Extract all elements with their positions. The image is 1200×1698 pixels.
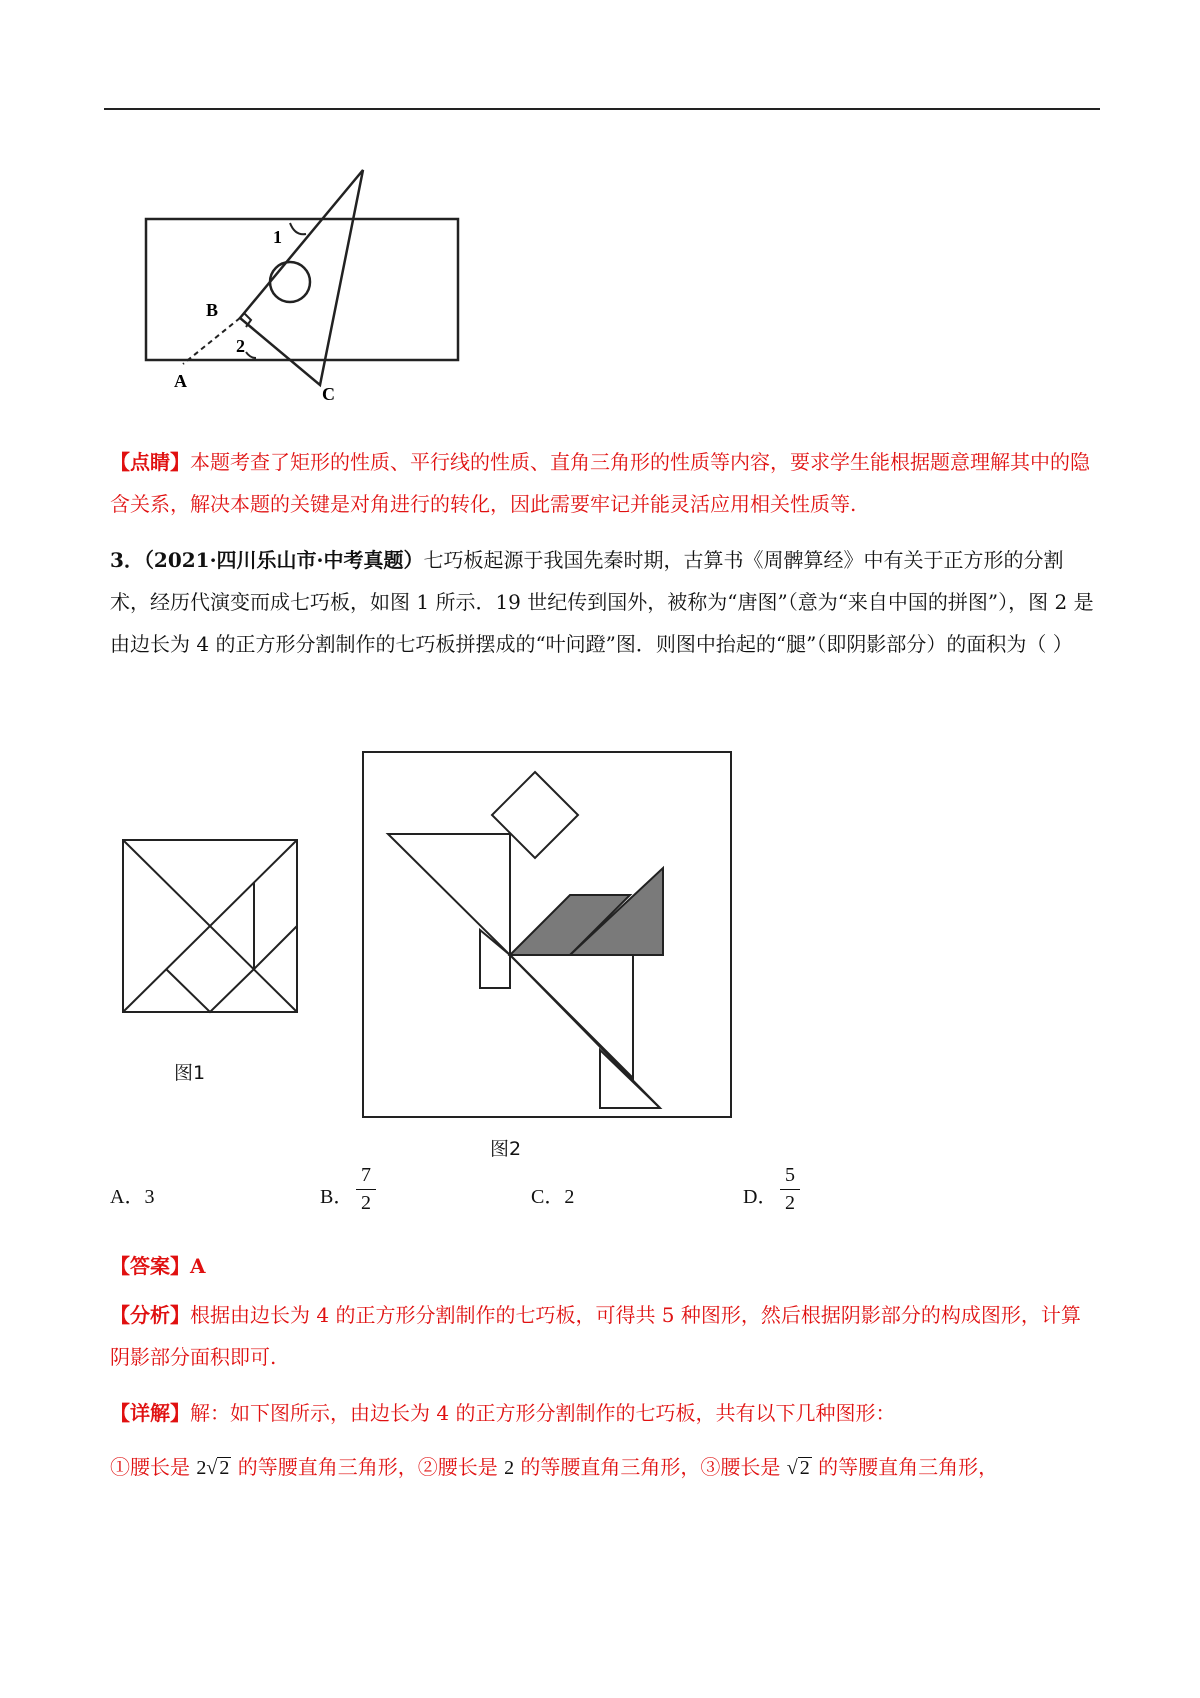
question-source: （2021·四川乐山市·中考真题） — [143, 548, 424, 572]
option-b-numerator: 7 — [361, 1164, 371, 1186]
detail-text: 解：如下图所示，由边长为 4 的正方形分割制作的七巧板，共有以下几种图形： — [190, 1401, 896, 1425]
line2-part3: 的等腰直角三角形，③腰长是 — [520, 1455, 781, 1479]
option-a-label: A． — [110, 1186, 145, 1208]
option-c[interactable] — [531, 1180, 574, 1209]
option-d[interactable] — [743, 1180, 777, 1209]
option-d-numerator: 5 — [785, 1164, 795, 1186]
analysis-text: 根据由边长为 4 的正方形分割制作的七巧板，可得共 5 种图形，然后根据阴影部分的构成图形，计算阴影部分面积即可. — [110, 1303, 1081, 1369]
fig2-caption: 图2 — [490, 1138, 522, 1160]
dianjing-text: 本题考查了矩形的性质、平行线的性质、直角三角形的性质等内容，要求学生能根据题意理解其中的隐含关系，解决本题的关键是对角进行的转化，因此需要牢记并能灵活应用相关性质等. — [110, 450, 1090, 516]
question-text: 七巧板起源于我国先秦时期，古算书《周髀算经》中有关于正方形的分割术，经历代演变而成七巧板，如图 1 所示．19 世纪传到国外，被称为“唐图”（意为“来自中国的拼图”），图 2 是由边长为 4 的正方形分割制作的七巧板拼摆成的“叶问蹬”图．则图中抬起的“腿”（即阴影部分）的面积为（ ） — [110, 548, 1094, 656]
body-square — [480, 930, 510, 988]
arm-triangle — [388, 834, 510, 955]
line2-part1: ①腰长是 — [110, 1455, 190, 1479]
option-d-fraction — [780, 1164, 800, 1215]
question-number: 3． — [110, 548, 144, 572]
dianjing-tag: 【点睛】 — [110, 450, 190, 474]
answer-paragraph — [110, 1245, 1100, 1287]
option-c-value: 2 — [564, 1186, 575, 1208]
label-A: A — [174, 371, 187, 391]
analysis-tag: 【分析】 — [110, 1303, 190, 1327]
option-d-label: D． — [743, 1186, 778, 1208]
label-angle1: 1 — [273, 227, 282, 247]
detail-paragraph — [110, 1392, 1100, 1434]
detail-line-2 — [110, 1446, 1100, 1489]
option-b-denominator: 2 — [361, 1192, 371, 1214]
option-b-fraction — [356, 1164, 376, 1215]
math-2: 2 — [504, 1457, 515, 1479]
detail-tag: 【详解】 — [110, 1401, 190, 1425]
head-square — [492, 772, 578, 858]
math-2sqrt2: 2√ 2 — [196, 1457, 230, 1479]
answer-value: A — [190, 1254, 206, 1278]
option-d-denominator: 2 — [785, 1192, 795, 1214]
line2-part2: 的等腰直角三角形，②腰长是 — [237, 1455, 498, 1479]
analysis-paragraph — [110, 1294, 1100, 1378]
option-c-label: C． — [531, 1186, 565, 1208]
label-B: B — [206, 300, 219, 320]
option-b[interactable] — [320, 1180, 353, 1209]
label-C: C — [322, 384, 335, 404]
fig1-caption: 图1 — [174, 1062, 206, 1084]
option-a-value: 3 — [144, 1186, 155, 1208]
line2-part4: 的等腰直角三角形， — [818, 1455, 999, 1479]
math-sqrt2: √ 2 — [786, 1457, 810, 1479]
answer-tag: 【答案】 — [110, 1254, 190, 1278]
option-a[interactable] — [110, 1180, 154, 1209]
label-angle2: 2 — [236, 336, 245, 356]
option-b-label: B． — [320, 1186, 354, 1208]
